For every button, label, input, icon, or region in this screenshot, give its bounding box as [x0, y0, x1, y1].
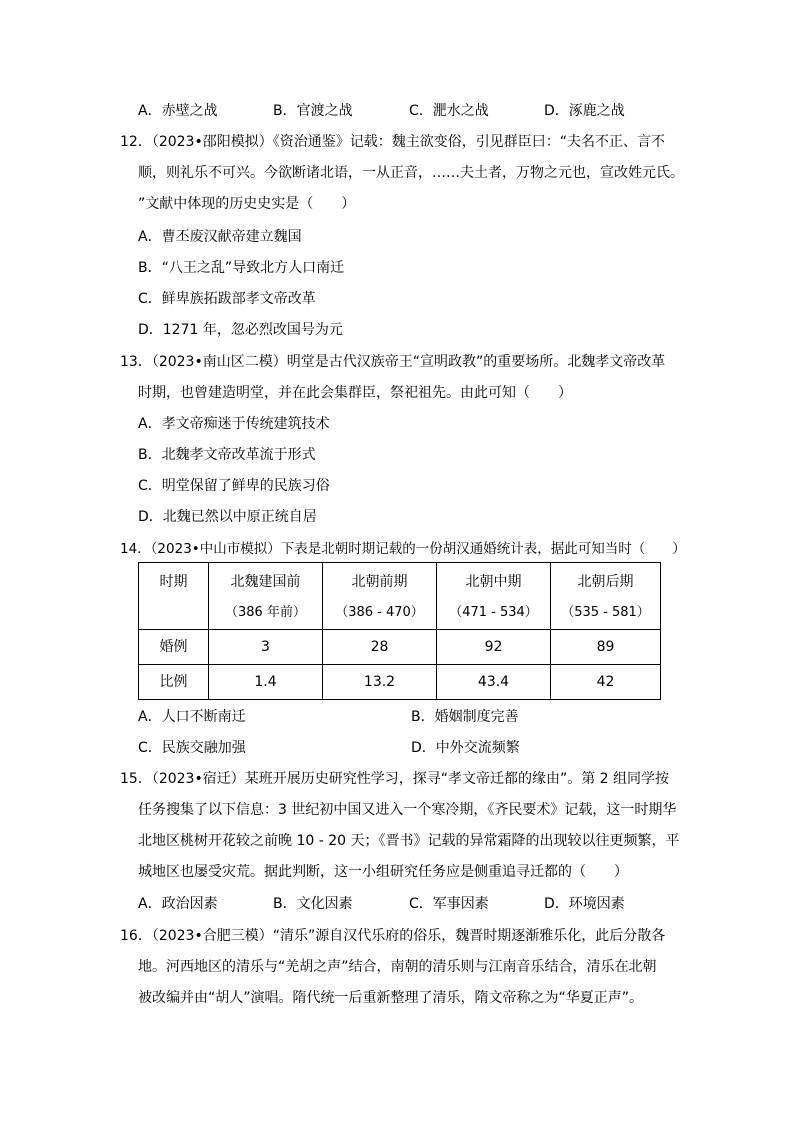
q14-option-a: A．人口不断南迁 [138, 709, 246, 725]
q11-option-b: B．官渡之战 [273, 103, 353, 119]
header-label-cell [139, 563, 209, 630]
q14-options-row-1 [0, 706, 794, 728]
q15-option-b: B．文化因素 [273, 896, 353, 912]
column-name: 北魏建国前 [230, 574, 301, 590]
q13-option-c: C．明堂保留了鲜卑的民族习俗 [138, 478, 330, 494]
q13-option-a: A．孝文帝痴迷于传统建筑技术 [138, 416, 330, 432]
header-label: 时期 [159, 574, 188, 590]
table-cell: 1.4 [209, 665, 323, 700]
q12-option-d: D．1271 年，忽必烈改国号为元 [138, 322, 343, 338]
table-header-row [139, 563, 661, 630]
table-cell: 42 [551, 665, 661, 700]
q15-option-c: C．军事因素 [409, 896, 489, 912]
q14-option-b: B．婚姻制度完善 [411, 709, 519, 725]
column-name: 北朝前期 [351, 574, 408, 590]
q14-option-c: C．民族交融加强 [138, 740, 246, 756]
table-cell: 92 [437, 630, 551, 665]
q14-option-d: D．中外交流频繁 [411, 740, 520, 756]
header-cell [551, 563, 661, 630]
column-range: （386 - 470） [335, 605, 424, 620]
row-label: 比例 [139, 665, 209, 700]
column-name: 北朝中期 [465, 574, 522, 590]
q12-option-c: C．鲜卑族拓跋部孝文帝改革 [138, 291, 316, 307]
header-cell [437, 563, 551, 630]
q13-stem-line-1: 13．（2023•南山区二模）明堂是古代汉族帝王“宣明政教”的重要场所。北魏孝文帝改革 [120, 354, 666, 370]
q11-option-d: D．涿鹿之战 [544, 103, 625, 119]
table-cell: 89 [551, 630, 661, 665]
q11-option-a: A．赤壁之战 [138, 103, 218, 119]
q16-stem-line-2: 地。河西地区的清乐与“羌胡之声”结合，南朝的清乐则与江南音乐结合，清乐在北朝 [138, 959, 657, 975]
column-range: （471 - 534） [449, 605, 538, 620]
table-row [139, 665, 661, 700]
q16-stem-line-1: 16．（2023•合肥三模）“清乐”源自汉代乐府的俗乐，魏晋时期逐渐雅乐化，此后分散各 [120, 928, 666, 944]
column-name: 北朝后期 [577, 574, 634, 590]
q15-stem-line-2: 任务搜集了以下信息：3 世纪初中国又进入一个寒冷期，《齐民要术》记载，这一时期华 [138, 802, 677, 818]
q12-stem-line-1: 12．（2023•邵阳模拟）《资治通鉴》记载：魏主欲变俗，引见群臣曰：“夫名不正、言不 [120, 134, 665, 150]
q14-stem: 14．（2023•中山市模拟）下表是北朝时期记载的一份胡汉通婚统计表，据此可知当时（ ） [120, 541, 686, 557]
q13-option-d: D．北魏已然以中原正统自居 [138, 509, 317, 525]
header-cell [209, 563, 323, 630]
q12-option-b: B．“八王之乱”导致北方人口南迁 [138, 260, 345, 276]
column-range: （535 - 581） [561, 605, 650, 620]
table-cell: 43.4 [437, 665, 551, 700]
q14-options-row-2 [0, 737, 794, 759]
q13-option-b: B．北魏孝文帝改革流于形式 [138, 447, 316, 463]
column-range: （386 年前） [225, 605, 306, 620]
row-label: 婚例 [139, 630, 209, 665]
q12-stem-line-3: ”文献中体现的历史史实是（ ） [138, 196, 356, 212]
q15-option-d: D．环境因素 [544, 896, 625, 912]
q15-option-a: A．政治因素 [138, 896, 218, 912]
table-cell: 28 [323, 630, 437, 665]
intermarriage-table [138, 562, 661, 700]
q15-stem-line-3: 北地区桃树开花较之前晚 10 - 20 天；《晋书》记载的异常霜降的出现较以往更频繁，平 [138, 833, 680, 849]
q11-option-c: C．淝水之战 [409, 103, 489, 119]
q13-stem-line-2: 时期，也曾建造明堂，并在此会集群臣，祭祀祖先。由此可知（ ） [138, 385, 572, 401]
q15-stem-line-1: 15．（2023•宿迁）某班开展历史研究性学习，探寻“孝文帝迁都的缘由”。第 2 组同学按 [120, 771, 670, 787]
table-row [139, 630, 661, 665]
q15-options [0, 893, 794, 915]
table-cell: 13.2 [323, 665, 437, 700]
header-cell [323, 563, 437, 630]
table-cell: 3 [209, 630, 323, 665]
q11-options [0, 100, 794, 122]
q15-stem-line-4: 城地区也屡受灾荒。据此判断，这一小组研究任务应是侧重追寻迁都的（ ） [138, 864, 628, 880]
q12-stem-line-2: 顺，则礼乐不可兴。今欲断诸北语，一从正音，……夫土者，万物之元也，宣改姓元氏。 [138, 165, 684, 181]
q16-stem-line-3: 被改编并由“胡人”演唱。隋代统一后重新整理了清乐，隋文帝称之为“华夏正声”。 [138, 990, 644, 1006]
q12-option-a: A．曹丕废汉献帝建立魏国 [138, 229, 302, 245]
